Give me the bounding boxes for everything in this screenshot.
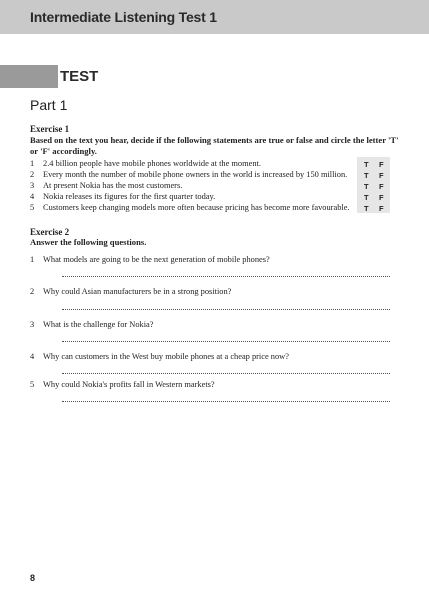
question-text: What models are going to be the next generation of mobile phones? [43,255,270,264]
true-option[interactable]: T [364,171,369,180]
question-number: 1 [30,255,35,264]
question-text: What is the challenge for Nokia? [43,320,154,329]
question-text: Why can customers in the West buy mobile phones at a cheap price now? [43,352,289,361]
statement-number: 1 [30,159,35,168]
exercise-2-title: Exercise 2 [30,227,70,237]
true-option[interactable]: T [364,193,369,202]
section-bar [0,65,58,88]
question-number: 3 [30,320,35,329]
page-header [0,0,429,34]
statement-item [30,169,390,180]
exercise-1-instruction: Based on the text you hear, decide if the following statements are true or false and circle the letter 'T' or 'F' accordingly. [30,135,399,156]
statement-text: Nokia releases its figures for the first quarter today. [43,192,216,201]
exercise-1-title: Exercise 1 [30,124,70,134]
true-option[interactable]: T [364,182,369,191]
statement-text: Customers keep changing models more often because pricing has become more favourable. [43,203,350,212]
header-title: Intermediate Listening Test 1 [30,9,217,25]
question-number: 2 [30,287,35,296]
question-number: 5 [30,380,35,389]
answer-line[interactable] [62,341,390,342]
statement-number: 3 [30,181,35,190]
exercise-2-instruction: Answer the following questions. [30,237,147,247]
answer-line[interactable] [62,401,390,402]
statement-list [30,158,390,213]
true-option[interactable]: T [364,160,369,169]
question-number: 4 [30,352,35,361]
tf-row [357,158,390,169]
statement-text: At present Nokia has the most customers. [43,181,183,190]
false-option[interactable]: F [379,182,384,191]
statement-item [30,202,390,213]
question-text: Why could Nokia's profits fall in Western markets? [43,380,215,389]
answer-line[interactable] [62,276,390,277]
false-option[interactable]: F [379,160,384,169]
true-option[interactable]: T [364,204,369,213]
part-title: Part 1 [30,97,68,113]
section-label: TEST [60,68,99,85]
false-option[interactable]: F [379,171,384,180]
answer-line[interactable] [62,309,390,310]
statement-item [30,180,390,191]
tf-row [357,202,390,213]
statement-item [30,158,390,169]
question-text: Why could Asian manufacturers be in a strong position? [43,287,232,296]
answer-line[interactable] [62,373,390,374]
statement-number: 2 [30,170,35,179]
statement-number: 4 [30,192,35,201]
tf-row [357,180,390,191]
statement-text: 2.4 billion people have mobile phones worldwide at the moment. [43,159,261,168]
statement-number: 5 [30,203,35,212]
false-option[interactable]: F [379,193,384,202]
page-number: 8 [30,573,36,583]
tf-row [357,169,390,180]
statement-item [30,191,390,202]
true-false-column [357,157,390,213]
tf-row [357,191,390,202]
statement-text: Every month the number of mobile phone owners in the world is increased by 150 million. [43,170,348,179]
false-option[interactable]: F [379,204,384,213]
